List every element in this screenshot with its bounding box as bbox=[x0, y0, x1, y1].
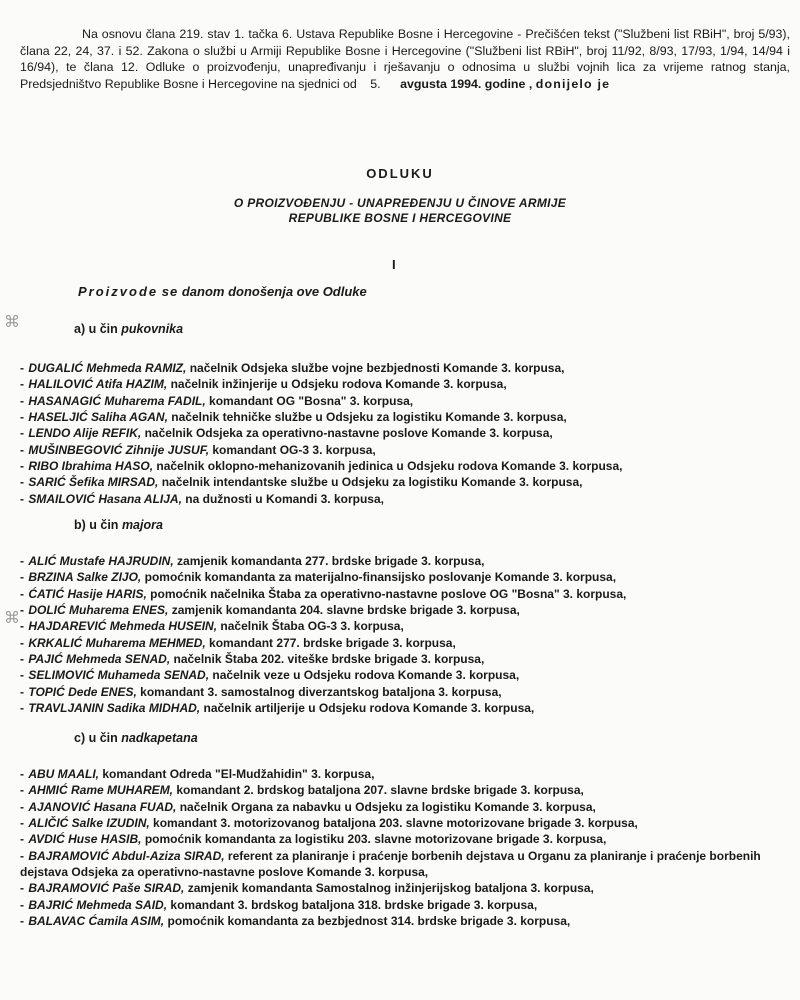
list-item: - DUGALIĆ Mehmeda RAMIZ, načelnik Odsjeka službe vojne bezbjednosti Komande 3. korpusa, bbox=[20, 361, 565, 375]
person-duty: komandant OG-3 3. korpusa, bbox=[212, 442, 376, 457]
person-name: BAJRIĆ Mehmeda SAID, bbox=[28, 897, 168, 912]
section-number: I bbox=[392, 257, 396, 272]
lead-word-1: Proizvode bbox=[78, 284, 159, 299]
person-duty: načelnik artiljerije u Odsjeku rodova Komande 3. korpusa, bbox=[203, 701, 535, 716]
person-name: TOPIĆ Dede ENES, bbox=[28, 684, 137, 699]
list-item: - ABU MAALI, komandant Odreda "El-Mudžahidin" 3. korpusa, bbox=[20, 767, 375, 781]
document-subtitle-line2: REPUBLIKE BOSNE I HERCEGOVINE bbox=[288, 211, 512, 225]
list-item: - TRAVLJANIN Sadika MIDHAD, načelnik artiljerije u Odsjeku rodova Komande 3. korpusa, bbox=[20, 701, 535, 716]
person-name: TRAVLJANIN Sadika MIDHAD, bbox=[28, 701, 201, 716]
list-item: - TOPIĆ Dede ENES, komandant 3. samostalnog diverzantskog bataljona 3. korpusa, bbox=[20, 684, 502, 699]
category-rank: majora bbox=[121, 518, 163, 532]
person-duty: pomoćnik komandanta za bezbjednost 314. brdske brigade 3. korpusa, bbox=[167, 914, 571, 929]
category-heading-c bbox=[74, 731, 198, 745]
person-duty: komandant 3. motorizovanog bataljona 203. slavne motorizovane brigade 3. korpusa, bbox=[153, 816, 638, 831]
intro-end: donijelo je bbox=[535, 76, 611, 91]
lead-word-2: se bbox=[161, 284, 179, 299]
person-name: SMAILOVIĆ Hasana ALIJA, bbox=[28, 491, 182, 506]
list-item: - HAJDAREVIĆ Mehmeda HUSEIN, načelnik Štaba OG-3 3. korpusa, bbox=[20, 619, 404, 634]
person-name: BAJRAMOVIĆ Abdul-Aziza SIRAD, bbox=[28, 848, 225, 863]
intro-day: 5. bbox=[370, 76, 381, 91]
intro-lead-text: Na osnovu člana 219. stav 1. tačka 6. Ustava Republike Bosne i Hercegovine - Prečišćen tekst ("Službeni list RBiH", broj 5/93), člana 22, 24, 37. i 52. Zakona o službi u Armiji Republike Bosne i Hercegovine ("Službeni list RBiH", broj 11/92, 8/93, 17/93, 1/94, 14/94 i 16/94), te člana 12. Odluke o proizvođenju, unapređivanju i rješavanju o odnosima u službi vojnih lica za vrijeme ratnog stanja, Predsjedništvo Republike Bosne i Hercegovine na sjednici od bbox=[20, 27, 790, 91]
list-item: - HALILOVIĆ Atifa HAZIM, načelnik inžinjerije u Odsjeku rodova Komande 3. korpusa, bbox=[20, 377, 507, 392]
person-duty: načelnik intendantske službe u Odsjeku za logistiku Komande 3. korpusa, bbox=[161, 475, 583, 490]
person-duty: načelnik oklopno-mehanizovanih jedinica u Odsjeku rodova Komande 3. korpusa, bbox=[156, 459, 623, 474]
list-item: - ĆATIĆ Hasije HARIS, pomoćnik načelnika Štaba za operativno-nastavne poslove OG "Bosna" 3. korpusa, bbox=[20, 586, 627, 601]
document-title: ODLUKU bbox=[366, 166, 434, 181]
scan-mark-2: ⌘ bbox=[4, 610, 20, 627]
person-name: HALILOVIĆ Atifa HAZIM, bbox=[28, 377, 168, 392]
person-name: MUŠINBEGOVIĆ Zihnije JUSUF, bbox=[28, 442, 210, 457]
document-subtitle-line1: O PROIZVOĐENJU - UNAPREĐENJU U ČINOVE ARMIJE bbox=[233, 196, 567, 210]
category-prefix: c) u čin bbox=[74, 731, 118, 745]
category-prefix: b) u čin bbox=[74, 518, 119, 532]
person-name: BRZINA Salke ZIJO, bbox=[28, 570, 142, 585]
person-name: ABU MAALI, bbox=[28, 767, 100, 781]
person-duty: komandant 3. brdskog bataljona 318. brdske brigade 3. korpusa, bbox=[170, 897, 538, 912]
lead-rest: danom donošenja ove Odluke bbox=[181, 284, 367, 299]
person-duty: načelnik Štaba OG-3 3. korpusa, bbox=[220, 619, 404, 634]
list-item: - ALIČIĆ Salke IZUDIN, komandant 3. motorizovanog bataljona 203. slavne motorizovane brigade 3. korpusa, bbox=[20, 816, 638, 831]
scan-mark-1: ⌘ bbox=[4, 314, 20, 331]
entry-list-colonels bbox=[20, 360, 790, 507]
person-name: HASELJIĆ Saliha AGAN, bbox=[28, 410, 168, 425]
list-item: - KRKALIĆ Muharema MEHMED, komandant 277. brdske brigade 3. korpusa, bbox=[20, 635, 456, 650]
person-duty: komandant 2. brdskog bataljona 207. slavne brdske brigade 3. korpusa, bbox=[176, 783, 584, 798]
list-item: - LENDO Alije REFIK, načelnik Odsjeka za operativno-nastavne poslove Komande 3. korpusa, bbox=[20, 426, 553, 441]
entry-list-captains bbox=[20, 766, 790, 929]
list-item: - HASANAGIĆ Muharema FADIL, komandant OG "Bosna" 3. korpusa, bbox=[20, 393, 414, 408]
list-item: - BALAVAC Ćamila ASIM, pomoćnik komandanta za bezbjednost 314. brdske brigade 3. korpusa, bbox=[20, 914, 571, 929]
list-item: - BAJRAMOVIĆ Abdul-Aziza SIRAD, referent za planiranje i praćenje borbenih dejstava u Organu za planiranje i praćenje borbenih dejstava Odsjeka za operativno-nastavne poslove Komande 3. korpusa, bbox=[20, 848, 761, 880]
person-name: SELIMOVIĆ Muhameda SENAD, bbox=[28, 668, 210, 683]
person-name: DOLIĆ Muharema ENES, bbox=[28, 603, 169, 618]
category-prefix: a) u čin bbox=[74, 322, 118, 336]
person-duty: komandant 277. brdske brigade 3. korpusa, bbox=[209, 635, 456, 650]
list-item: - RIBO Ibrahima HASO, načelnik oklopno-mehanizovanih jedinica u Odsjeku rodova Komande 3. korpusa, bbox=[20, 459, 623, 474]
person-duty: komandant Odreda "El-Mudžahidin" 3. korpusa, bbox=[102, 767, 375, 781]
list-item: - MUŠINBEGOVIĆ Zihnije JUSUF, komandant OG-3 3. korpusa, bbox=[20, 442, 376, 457]
person-name: AVDIĆ Huse HASIB, bbox=[28, 832, 142, 847]
person-name: LENDO Alije REFIK, bbox=[28, 426, 142, 441]
category-rank: pukovnika bbox=[121, 322, 184, 336]
list-item: - AVDIĆ Huse HASIB, pomoćnik komandanta za logistiku 203. slavne motorizovane brigade 3. korpusa, bbox=[20, 832, 607, 847]
intro-tail: avgusta 1994. godine , bbox=[400, 76, 533, 91]
list-item: - DOLIĆ Muharema ENES, zamjenik komandanta 204. slavne brdske brigade 3. korpusa, bbox=[20, 603, 520, 618]
list-item: - HASELJIĆ Saliha AGAN, načelnik tehničke službe u Odsjeku za logistiku Komande 3. korpusa, bbox=[20, 410, 567, 425]
person-duty: komandant OG "Bosna" 3. korpusa, bbox=[209, 393, 414, 408]
person-duty: zamjenik komandanta 204. slavne brdske brigade 3. korpusa, bbox=[171, 603, 520, 618]
section-lead bbox=[78, 284, 367, 299]
category-rank: nadkapetana bbox=[121, 731, 198, 745]
person-duty: načelnik inžinjerije u Odsjeku rodova Komande 3. korpusa, bbox=[170, 377, 507, 392]
category-heading-b bbox=[74, 518, 163, 532]
person-name: HASANAGIĆ Muharema FADIL, bbox=[28, 393, 206, 408]
list-item: - ALIĆ Mustafe HAJRUDIN, zamjenik komandanta 277. brdske brigade 3. korpusa, bbox=[20, 554, 485, 568]
person-duty: načelnik Organa za nabavku u Odsjeku za logistiku Komande 3. korpusa, bbox=[179, 799, 596, 814]
person-duty: načelnik Štaba 202. viteške brdske brigade 3. korpusa, bbox=[173, 652, 485, 667]
person-duty: pomoćnik komandanta za logistiku 203. slavne motorizovane brigade 3. korpusa, bbox=[144, 832, 607, 847]
category-heading-a bbox=[74, 322, 183, 336]
list-item: - BRZINA Salke ZIJO, pomoćnik komandanta za materijalno-finansijsko poslovanje Komande 3. korpusa, bbox=[20, 570, 617, 585]
person-name: AHMIĆ Rame MUHAREM, bbox=[28, 783, 174, 798]
person-name: KRKALIĆ Muharema MEHMED, bbox=[28, 635, 206, 650]
list-item: - SMAILOVIĆ Hasana ALIJA, na dužnosti u Komandi 3. korpusa, bbox=[20, 491, 384, 506]
entry-list-majors bbox=[20, 553, 790, 716]
list-item: - BAJRIĆ Mehmeda SAID, komandant 3. brdskog bataljona 318. brdske brigade 3. korpusa, bbox=[20, 897, 538, 912]
list-item: - PAJIĆ Mehmeda SENAD, načelnik Štaba 202. viteške brdske brigade 3. korpusa, bbox=[20, 652, 485, 667]
person-name: PAJIĆ Mehmeda SENAD, bbox=[28, 652, 171, 667]
person-name: RIBO Ibrahima HASO, bbox=[28, 459, 154, 474]
person-name: SARIĆ Šefika MIRSAD, bbox=[28, 475, 159, 490]
person-duty: načelnik tehničke službe u Odsjeku za logistiku Komande 3. korpusa, bbox=[171, 410, 567, 425]
person-name: ĆATIĆ Hasije HARIS, bbox=[28, 586, 147, 601]
list-item: - SELIMOVIĆ Muhameda SENAD, načelnik veze u Odsjeku rodova Komande 3. korpusa, bbox=[20, 668, 520, 683]
person-name: ALIČIĆ Salke IZUDIN, bbox=[28, 816, 150, 831]
person-duty: načelnik Odsjeka službe vojne bezbjednosti Komande 3. korpusa, bbox=[189, 361, 565, 375]
person-name: ALIĆ Mustafe HAJRUDIN, bbox=[28, 554, 174, 568]
person-name: BALAVAC Ćamila ASIM, bbox=[28, 914, 165, 929]
person-duty: referent za planiranje i praćenje borbenih dejstava u Organu za planiranje i praćenje borbenih dejstava Odsjeka za operativno-nastavne poslove Komande 3. korpusa, bbox=[20, 848, 761, 880]
person-duty: pomoćnik načelnika Štaba za operativno-nastavne poslove OG "Bosna" 3. korpusa, bbox=[150, 586, 627, 601]
person-duty: zamjenik komandanta 277. brdske brigade 3. korpusa, bbox=[177, 554, 485, 568]
person-name: DUGALIĆ Mehmeda RAMIZ, bbox=[28, 361, 187, 375]
person-duty: pomoćnik komandanta za materijalno-finansijsko poslovanje Komande 3. korpusa, bbox=[144, 570, 617, 585]
intro-paragraph bbox=[20, 26, 790, 92]
list-item: - AJANOVIĆ Hasana FUAD, načelnik Organa za nabavku u Odsjeku za logistiku Komande 3. korpusa, bbox=[20, 799, 596, 814]
person-name: BAJRAMOVIĆ Paše SIRAD, bbox=[28, 881, 185, 896]
list-item: - AHMIĆ Rame MUHAREM, komandant 2. brdskog bataljona 207. slavne brdske brigade 3. korpusa, bbox=[20, 783, 584, 798]
person-duty: načelnik veze u Odsjeku rodova Komande 3. korpusa, bbox=[212, 668, 520, 683]
person-name: AJANOVIĆ Hasana FUAD, bbox=[28, 799, 177, 814]
person-duty: načelnik Odsjeka za operativno-nastavne poslove Komande 3. korpusa, bbox=[144, 426, 553, 441]
person-duty: zamjenik komandanta Samostalnog inžinjerijskog bataljona 3. korpusa, bbox=[187, 881, 594, 896]
list-item: - BAJRAMOVIĆ Paše SIRAD, zamjenik komandanta Samostalnog inžinjerijskog bataljona 3. korpusa, bbox=[20, 881, 594, 896]
person-duty: na dužnosti u Komandi 3. korpusa, bbox=[185, 491, 384, 506]
person-duty: komandant 3. samostalnog diverzantskog bataljona 3. korpusa, bbox=[140, 684, 502, 699]
person-name: HAJDAREVIĆ Mehmeda HUSEIN, bbox=[28, 619, 218, 634]
list-item: - SARIĆ Šefika MIRSAD, načelnik intendantske službe u Odsjeku za logistiku Komande 3. korpusa, bbox=[20, 475, 583, 490]
